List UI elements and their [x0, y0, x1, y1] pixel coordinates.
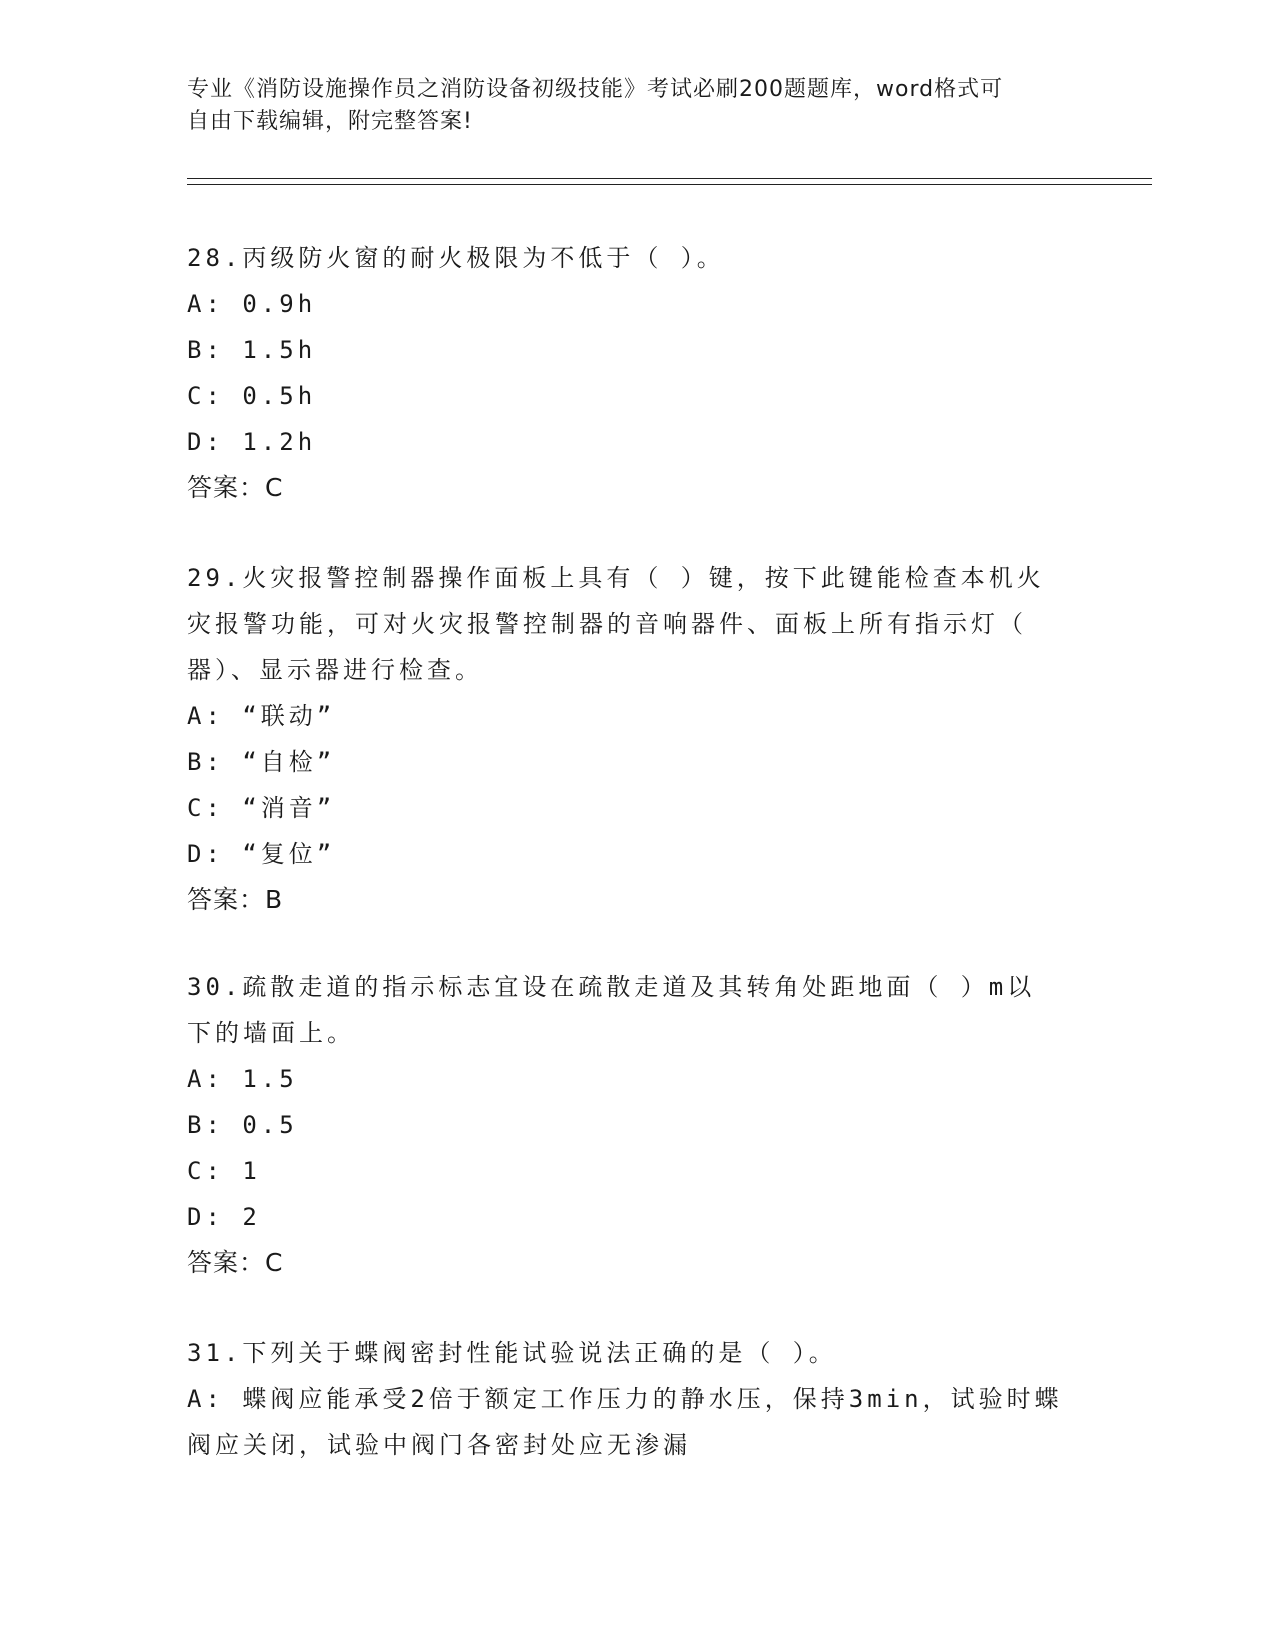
header-title-line-1: 专业《消防设施操作员之消防设备初级技能》考试必刷200题题库，word格式可 [187, 77, 1004, 102]
option-d: D: 1.2h [187, 428, 317, 456]
question-28 [187, 235, 1077, 511]
answer: 答案：C [187, 473, 284, 502]
document-header [187, 74, 1067, 138]
question-text-line-2: 灾报警功能，可对火灾报警控制器的音响器件、面板上所有指示灯（ [187, 610, 1027, 638]
option-b: B: “自检” [187, 748, 336, 776]
answer: 答案：C [187, 1248, 284, 1277]
option-b: B: 1.5h [187, 336, 317, 364]
option-d: D: 2 [187, 1203, 261, 1231]
question-text-line-1: 30.疏散走道的指示标志宜设在疏散走道及其转角处距地面（ ）m以 [187, 973, 1036, 1001]
question-31 [187, 1330, 1077, 1468]
header-divider-bottom [187, 184, 1152, 185]
answer: 答案：B [187, 885, 284, 914]
question-text-line-1: 29.火灾报警控制器操作面板上具有（ ）键，按下此键能检查本机火 [187, 564, 1045, 592]
option-c: C: “消音” [187, 794, 336, 822]
question-text: 28.丙级防火窗的耐火极限为不低于（ ）。 [187, 244, 725, 272]
question-30 [187, 964, 1077, 1286]
header-title-line-2: 自由下载编辑，附完整答案! [187, 109, 473, 134]
question-29 [187, 555, 1077, 923]
option-a: A: 1.5 [187, 1065, 298, 1093]
question-text-line-3: 器）、显示器进行检查。 [187, 656, 483, 684]
question-text-line-2: 下的墙面上。 [187, 1019, 355, 1047]
option-c: C: 1 [187, 1157, 261, 1185]
option-a: A: “联动” [187, 702, 336, 730]
option-a-line-2: 阀应关闭，试验中阀门各密封处应无渗漏 [187, 1431, 691, 1459]
option-b: B: 0.5 [187, 1111, 298, 1139]
option-d: D: “复位” [187, 840, 336, 868]
option-a-line-1: A: 蝶阀应能承受2倍于额定工作压力的静水压，保持3min，试验时蝶 [187, 1385, 1063, 1413]
question-text: 31.下列关于蝶阀密封性能试验说法正确的是（ ）。 [187, 1339, 837, 1367]
option-a: A: 0.9h [187, 290, 317, 318]
option-c: C: 0.5h [187, 382, 317, 410]
header-divider-top [187, 178, 1152, 179]
